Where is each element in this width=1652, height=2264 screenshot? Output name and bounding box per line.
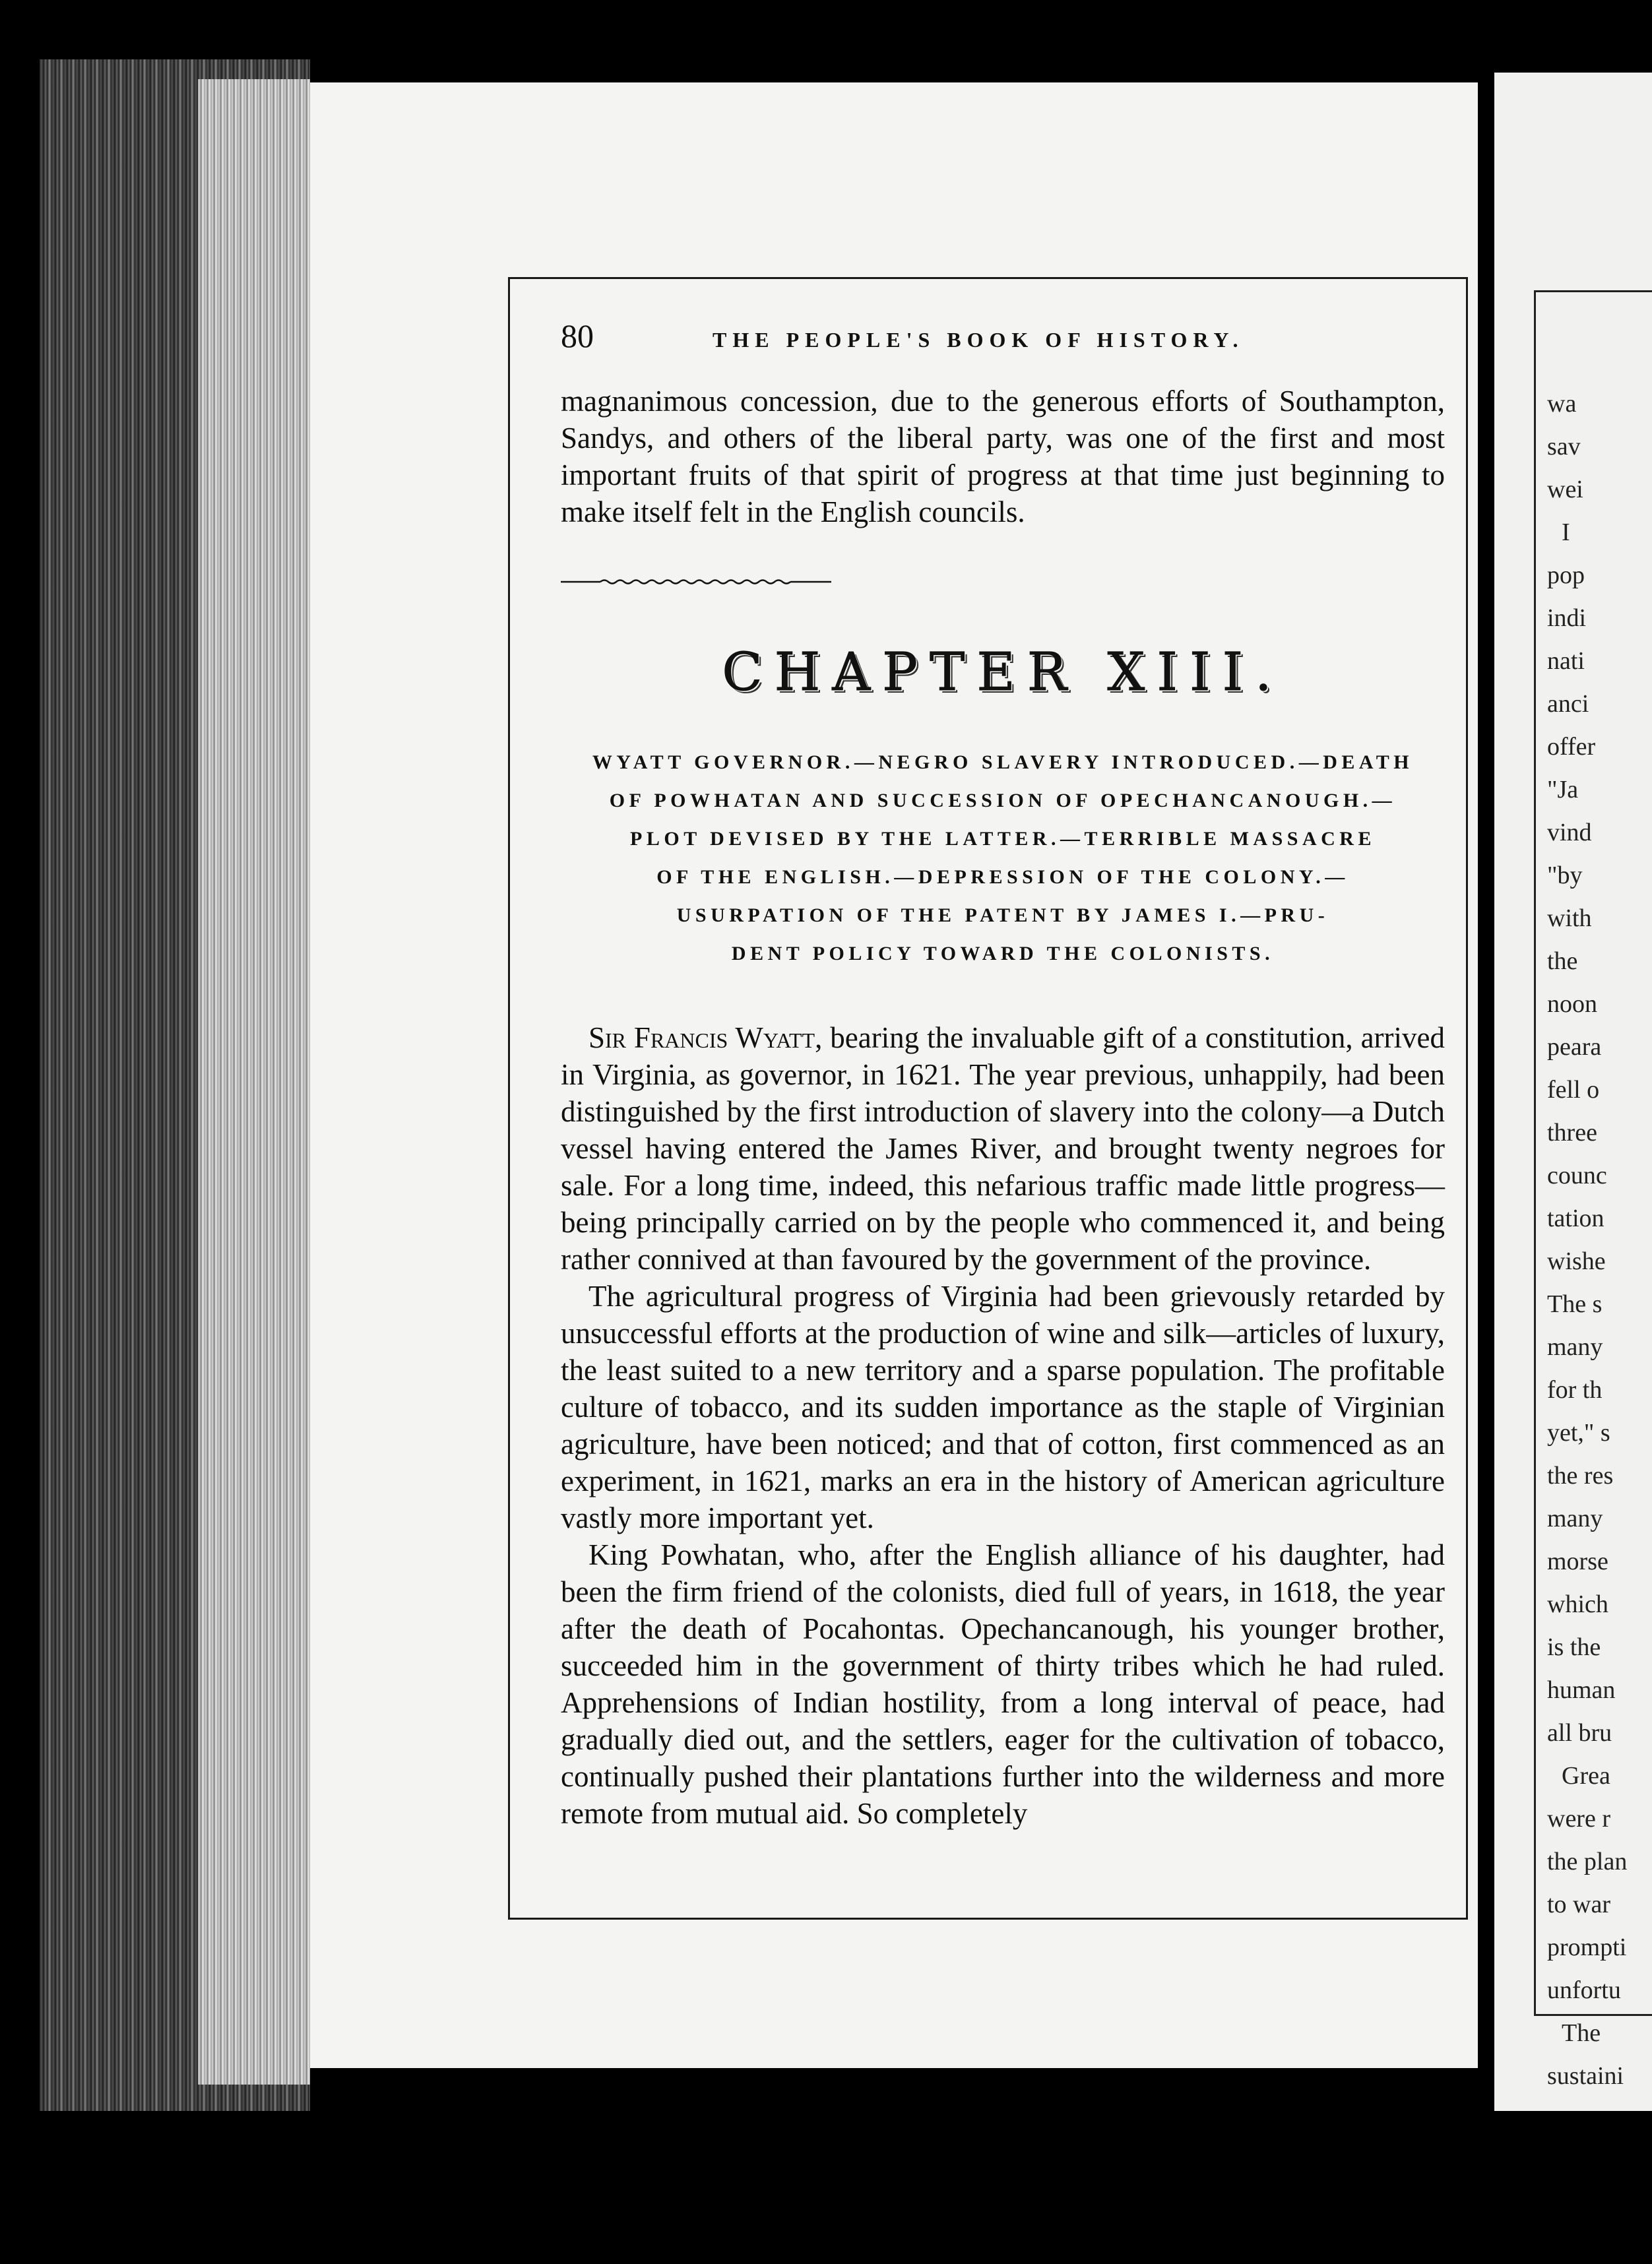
lead-in-name: Sir Francis Wyatt bbox=[588, 1021, 815, 1054]
right-page-line: morse bbox=[1547, 1548, 1608, 1575]
right-page-line: with bbox=[1547, 904, 1592, 932]
right-page-text bbox=[1547, 383, 1652, 2098]
page-number: 80 bbox=[561, 317, 594, 354]
right-page-line: prompti bbox=[1547, 1934, 1627, 1961]
right-page-line: many bbox=[1547, 1505, 1603, 1532]
right-page-line: for th bbox=[1547, 1376, 1603, 1404]
body-paragraph: King Powhatan, who, after the English alliance of his daughter, had been the firm friend of the colonists, died full of years, in 1618, the year after the death of Pocahontas. Opechancanough, his younger brother, succeeded him in the government of thirty tribes which he had ruled. Apprehensions of Indian hostility, from a long interval of peace, had gradually died out, and the settlers, eager for the cultivation of tobacco, continually pushed their plantations further into the wilderness and more remote from mutual aid. So completely bbox=[561, 1538, 1445, 1830]
right-page-line: anci bbox=[1547, 690, 1589, 718]
wavy-rule-ornament bbox=[561, 575, 831, 588]
right-page-line: counc bbox=[1547, 1162, 1607, 1189]
right-page-line: wa bbox=[1547, 390, 1577, 418]
right-page-line: The bbox=[1562, 2019, 1601, 2047]
right-page-line: noon bbox=[1547, 990, 1597, 1018]
right-page-line: fell o bbox=[1547, 1076, 1600, 1104]
right-page-line: wishe bbox=[1547, 1247, 1606, 1275]
book-page-edges-light bbox=[198, 79, 310, 2085]
chapter-heading: CHAPTER XIII. bbox=[722, 641, 1284, 703]
right-page-line: offer bbox=[1547, 733, 1596, 761]
right-page-line: sustaini bbox=[1547, 2062, 1624, 2090]
running-title: THE PEOPLE'S BOOK OF HISTORY. bbox=[713, 328, 1244, 352]
right-page-line: three bbox=[1547, 1119, 1597, 1147]
synopsis-line: PLOT DEVISED BY THE LATTER.—TERRIBLE MASSACRE bbox=[630, 828, 1376, 850]
right-page-line: nati bbox=[1547, 647, 1585, 675]
right-page-line: the res bbox=[1547, 1462, 1614, 1490]
right-page-line: vind bbox=[1547, 819, 1592, 846]
right-page-line: The s bbox=[1547, 1290, 1603, 1318]
right-page-line: Grea bbox=[1562, 1762, 1610, 1790]
synopsis-line: OF THE ENGLISH.—DEPRESSION OF THE COLONY.— bbox=[656, 866, 1349, 888]
right-page-line: tation bbox=[1547, 1205, 1604, 1232]
right-page-line: pop bbox=[1547, 561, 1585, 589]
right-page-line: "by bbox=[1547, 862, 1583, 889]
right-page-line: unfortu bbox=[1547, 1976, 1621, 2004]
right-page-fragment bbox=[1494, 73, 1652, 2111]
right-page-line: were r bbox=[1547, 1805, 1610, 1833]
right-page-line: "Ja bbox=[1547, 776, 1579, 803]
opening-paragraph: magnanimous concession, due to the generous efforts of Southampton, Sandys, and others of the liberal party, was one of the first and most important fruits of that spirit of progress at that time just beginning to make itself felt in the English councils. bbox=[561, 385, 1445, 528]
running-head bbox=[561, 317, 1445, 376]
right-page-line: wei bbox=[1547, 476, 1583, 503]
right-page-line: the bbox=[1547, 947, 1578, 975]
right-page-line: to war bbox=[1547, 1891, 1611, 1918]
right-page-line: the plan bbox=[1547, 1848, 1628, 1875]
right-page-line: which bbox=[1547, 1590, 1608, 1618]
right-page-line: is the bbox=[1547, 1633, 1601, 1661]
chapter-synopsis bbox=[561, 743, 1445, 973]
body-paragraph: The agricultural progress of Virginia had been grievously retarded by unsuccessful efforts at the production of wine and silk—articles of luxury, the least suited to a new territory and a sparse population. The profitable culture of tobacco, and its sudden importance as the staple of Virginian agriculture, have been noticed; and that of cotton, first commenced as an experiment, in 1621, marks an era in the history of American agriculture vastly more important yet. bbox=[561, 1280, 1445, 1534]
right-page-line: yet," s bbox=[1547, 1419, 1610, 1447]
synopsis-line: DENT POLICY TOWARD THE COLONISTS. bbox=[731, 943, 1275, 964]
right-page-line: sav bbox=[1547, 433, 1581, 460]
text-block bbox=[561, 317, 1445, 1832]
synopsis-line: OF POWHATAN AND SUCCESSION OF OPECHANCANOUGH.— bbox=[609, 790, 1397, 811]
right-page-line: peara bbox=[1547, 1033, 1602, 1061]
body-paragraph-text: , bearing the invaluable gift of a constitution, arrived in Virginia, as governor, in 1621. The year previous, unhappily, had been distinguished by the first introduction of slavery into the colony—a Dutch vessel having entered the James River, and brought twenty negroes for sale. For a long time, indeed, this nefarious traffic made little progress—being principally carried on by the people who commenced it, and being rather connived at than favoured by the government of the province. bbox=[561, 1021, 1445, 1276]
right-page-line: all bru bbox=[1547, 1719, 1612, 1747]
right-page-line: I bbox=[1562, 519, 1570, 546]
synopsis-line: WYATT GOVERNOR.—NEGRO SLAVERY INTRODUCED.—DEATH bbox=[592, 751, 1414, 773]
synopsis-line: USURPATION OF THE PATENT BY JAMES I.—PRU- bbox=[676, 904, 1329, 926]
right-page-line: human bbox=[1547, 1676, 1616, 1704]
right-page-line: indi bbox=[1547, 604, 1587, 632]
body-paragraph bbox=[561, 1019, 1445, 1278]
right-page-line: many bbox=[1547, 1333, 1603, 1361]
